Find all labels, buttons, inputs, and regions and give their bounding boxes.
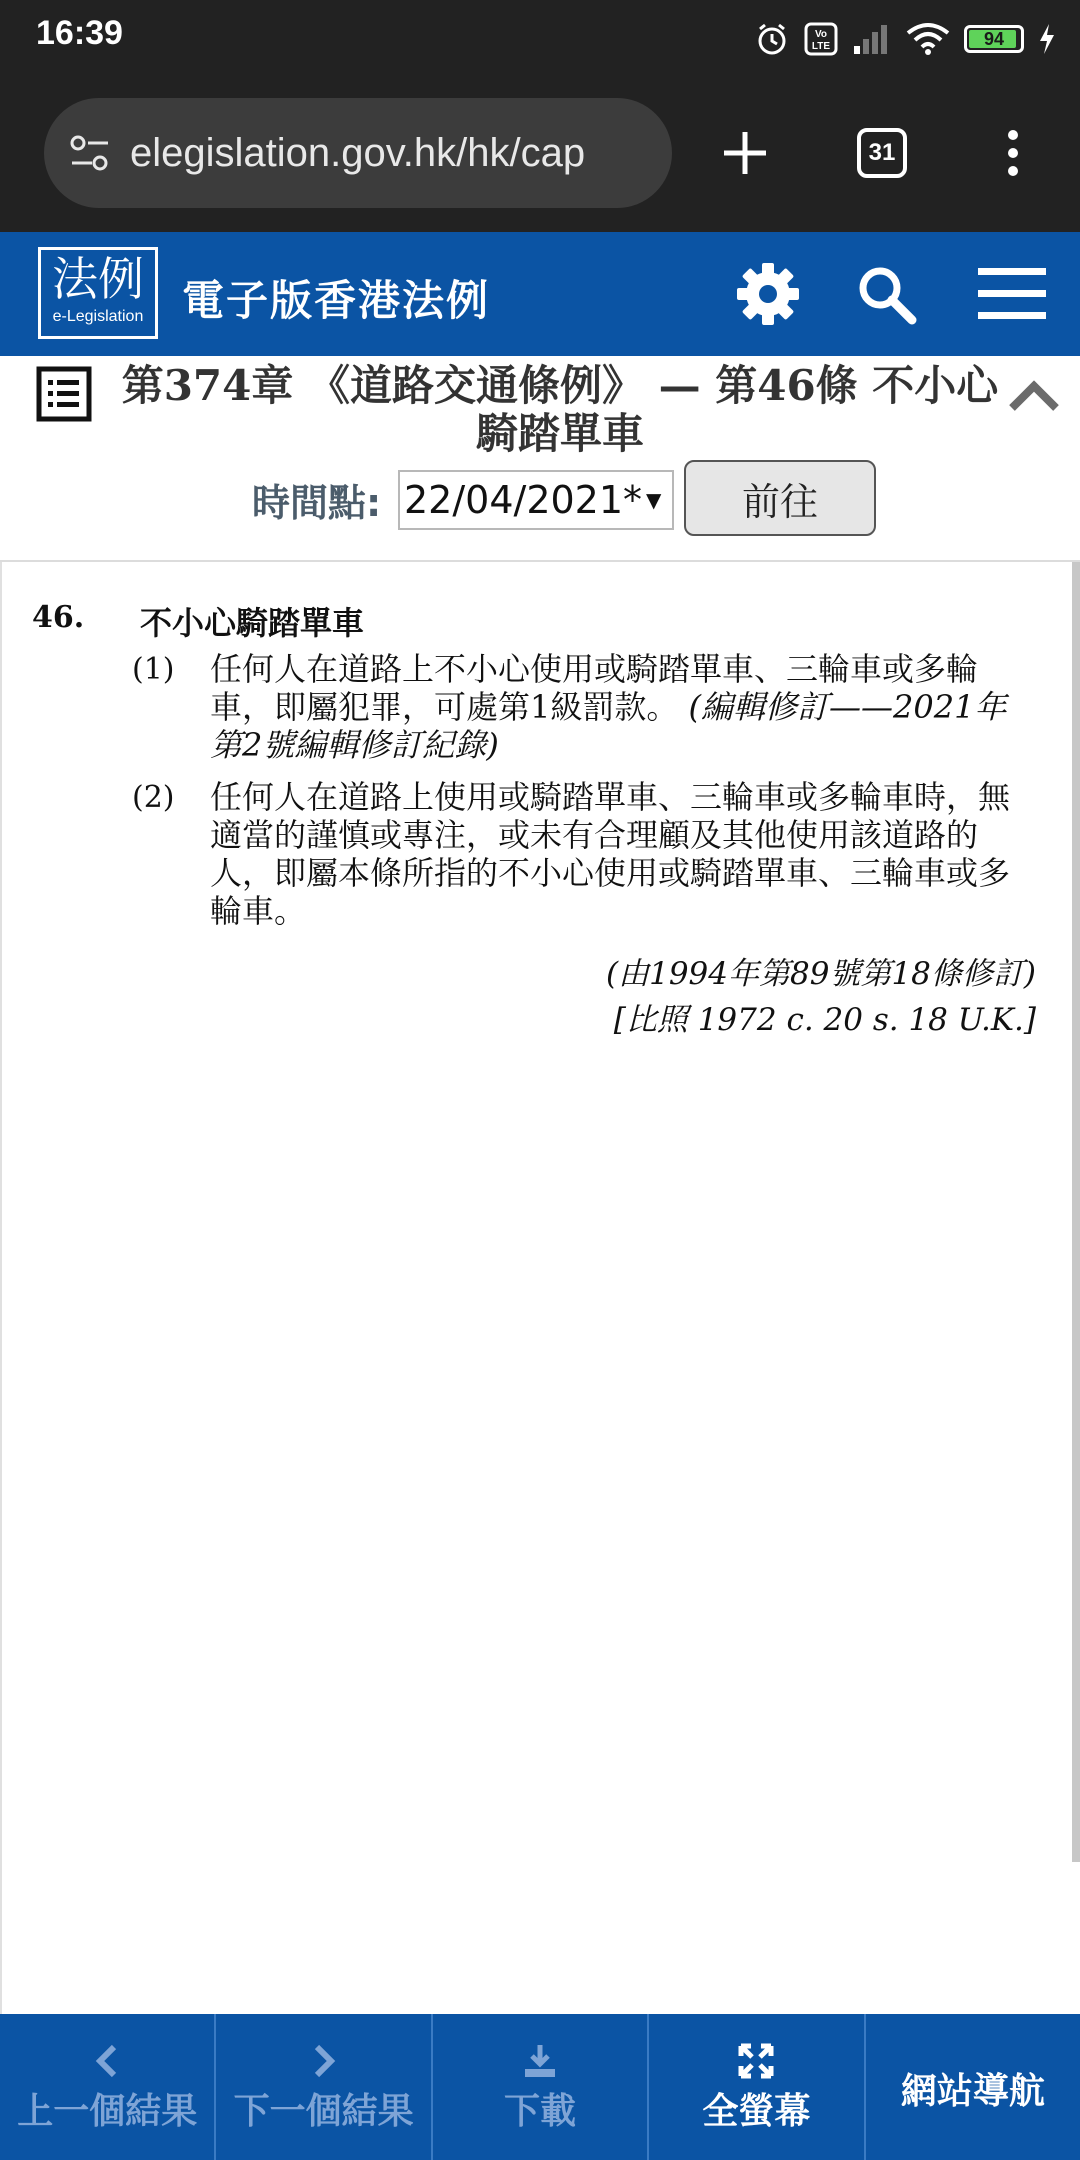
- page-title: 第374章 《道路交通條例》 — 第46條 不小心騎踏單車: [121, 361, 999, 458]
- alarm-icon: [754, 21, 790, 57]
- fullscreen-icon: [737, 2042, 775, 2080]
- address-bar[interactable]: [44, 98, 672, 208]
- point-in-time-row: [0, 458, 1080, 538]
- point-in-time-label: 時間點:: [252, 481, 382, 525]
- site-settings-icon[interactable]: [68, 133, 112, 173]
- previous-result-label: 上一個結果: [17, 2090, 198, 2132]
- battery-level: 94: [983, 28, 1005, 49]
- scrollbar[interactable]: [1072, 562, 1080, 1862]
- subsection-body: 任何人在道路上使用或騎踏單車、三輪車或多輪車時，無適當的謹慎或專注，或未有合理顧及其他使用該道路的人，即屬本條所指的不小心使用或騎踏單車、三輪車或多輪車。: [210, 778, 1011, 930]
- fullscreen-label: 全螢幕: [702, 2090, 811, 2132]
- editorial-note-link[interactable]: (編輯修訂——2021年第2號編輯修訂紀錄): [210, 688, 1007, 764]
- next-result-label: 下一個結果: [233, 2090, 414, 2132]
- download-icon: [522, 2043, 558, 2079]
- volte-icon: [804, 22, 838, 56]
- gear-icon: [735, 261, 801, 327]
- date-value: 22/04/2021*: [404, 478, 643, 522]
- signal-icon: [852, 22, 892, 56]
- plus-icon: [720, 128, 770, 178]
- svg-text:LTE: LTE: [811, 41, 831, 52]
- caret-down-icon: ▼: [646, 488, 662, 512]
- go-button[interactable]: 前往: [684, 460, 876, 536]
- site-header: [0, 232, 1080, 356]
- site-name: 電子版香港法例: [182, 276, 491, 325]
- subsection-text: [210, 650, 1030, 764]
- site-logo[interactable]: [38, 247, 158, 339]
- subsection-number: (2): [132, 780, 175, 815]
- wifi-icon: [906, 22, 950, 56]
- section-number: 46.: [32, 600, 85, 635]
- amendment-history: (由1994年第89號第18條修訂): [606, 956, 1036, 992]
- hamburger-menu-icon: [978, 266, 1046, 322]
- chevron-left-icon: [92, 2043, 122, 2079]
- subsection-text: [210, 778, 1030, 930]
- browser-toolbar: [0, 80, 1080, 232]
- title-area: [0, 356, 1080, 562]
- chevron-up-icon[interactable]: [1006, 368, 1062, 424]
- download-label: 下載: [504, 2090, 577, 2132]
- browser-menu-button[interactable]: [978, 118, 1048, 188]
- site-navigation-button[interactable]: [866, 2014, 1080, 2160]
- logo-sub: e-Legislation: [52, 308, 144, 325]
- date-select[interactable]: [398, 470, 674, 530]
- subsection-body: 任何人在道路上不小心使用或騎踏單車、三輪車或多輪車，即屬犯罪，可處第1級罰款。: [210, 650, 979, 726]
- battery-icon: [964, 25, 1024, 53]
- bottom-nav: [0, 2014, 1080, 2160]
- url-text[interactable]: elegislation.gov.hk/hk/cap: [130, 130, 586, 175]
- subsection-number: (1): [132, 652, 175, 687]
- download-button[interactable]: [433, 2014, 649, 2160]
- charging-icon: [1038, 22, 1056, 56]
- status-bar: [0, 0, 1080, 80]
- search-button[interactable]: [846, 254, 926, 334]
- previous-result-button[interactable]: [0, 2014, 216, 2160]
- status-icons: [754, 14, 1056, 64]
- tab-switcher-button[interactable]: [847, 118, 917, 188]
- next-result-button[interactable]: [216, 2014, 432, 2160]
- fullscreen-button[interactable]: [649, 2014, 865, 2160]
- section-content: [0, 562, 1072, 2014]
- settings-button[interactable]: [728, 254, 808, 334]
- main-menu-button[interactable]: [972, 254, 1052, 334]
- reference-note: [比照 1972 c. 20 s. 18 U.K.]: [613, 1002, 1036, 1038]
- status-time: 16:39: [36, 14, 123, 52]
- table-of-contents-icon[interactable]: [36, 366, 92, 422]
- tab-count: 31: [857, 128, 907, 178]
- search-icon: [854, 262, 918, 326]
- new-tab-button[interactable]: [710, 118, 780, 188]
- svg-text:Vo: Vo: [814, 29, 828, 40]
- site-navigation-label: 網站導航: [900, 2070, 1045, 2112]
- section-heading: 不小心騎踏單車: [140, 604, 365, 642]
- chevron-right-icon: [309, 2043, 339, 2079]
- logo-main: 法例: [52, 252, 144, 306]
- more-vertical-icon: [1003, 128, 1023, 178]
